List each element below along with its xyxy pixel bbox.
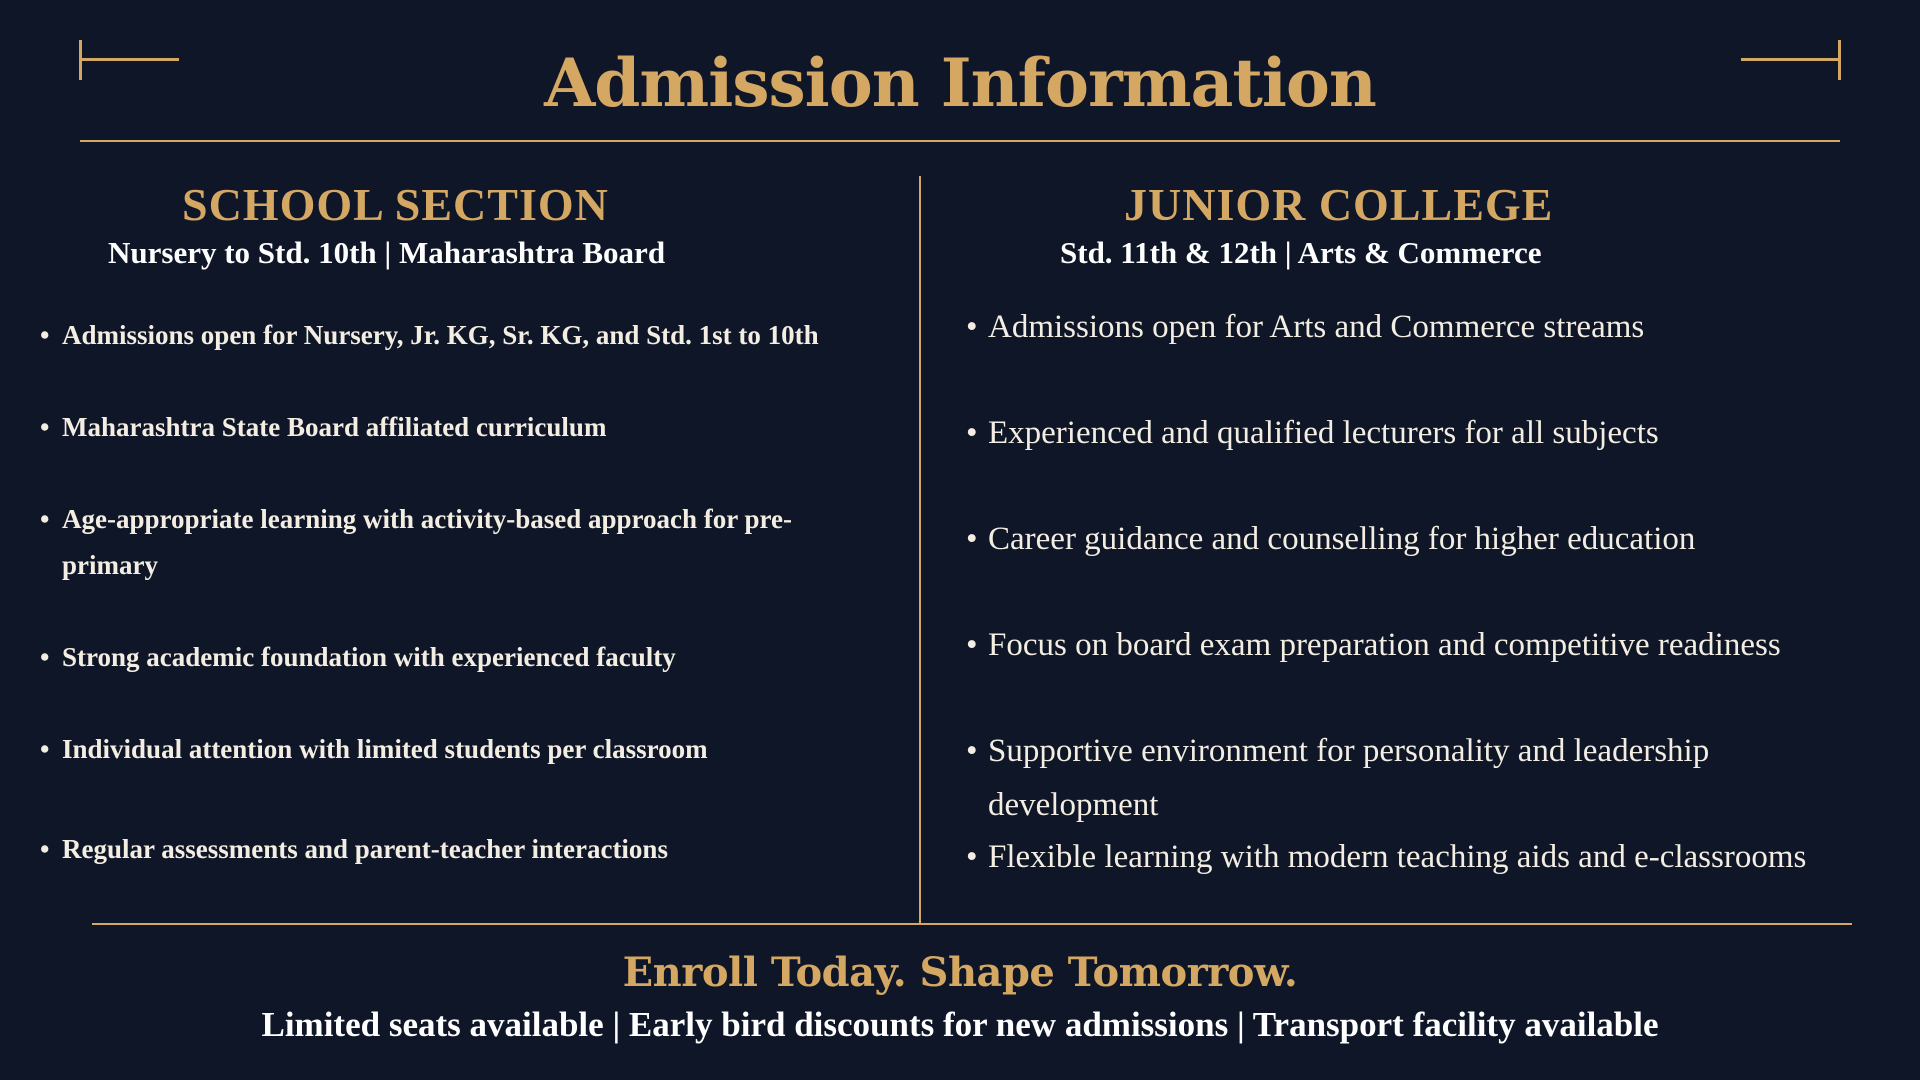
bullet-icon: • <box>966 415 978 451</box>
college-feature-text: Flexible learning with modern teaching aids and e-classrooms <box>988 839 1807 875</box>
college-feature-item <box>966 300 1920 354</box>
column-divider <box>919 176 921 924</box>
bullet-icon: • <box>966 627 978 663</box>
school-feature-text: Maharashtra State Board affiliated curriculum <box>62 412 607 442</box>
school-feature-item <box>40 726 882 772</box>
bullet-icon: • <box>966 839 978 875</box>
college-feature-item <box>966 512 1920 566</box>
bullet-icon: • <box>40 642 50 672</box>
school-feature-item <box>40 404 882 450</box>
school-feature-text: Age-appropriate learning with activity-based approach for pre-primary <box>62 504 792 580</box>
bullet-icon: • <box>40 734 50 764</box>
college-section-subheading: Std. 11th & 12th | Arts & Commerce <box>1060 235 1542 270</box>
top-divider <box>80 140 1840 142</box>
page-title: Admission Information <box>544 44 1376 122</box>
school-feature-text: Regular assessments and parent-teacher interactions <box>62 834 668 864</box>
college-feature-item <box>966 830 1920 884</box>
school-feature-item <box>40 496 882 588</box>
tagline: Enroll Today. Shape Tomorrow. <box>622 949 1298 996</box>
school-section-subheading: Nursery to Std. 10th | Maharashtra Board <box>108 235 666 270</box>
school-feature-item <box>40 826 882 872</box>
bullet-icon: • <box>966 309 978 345</box>
college-feature-text: Experienced and qualified lecturers for all subjects <box>988 415 1659 451</box>
college-feature-item <box>966 724 1808 832</box>
school-feature-item <box>40 312 882 358</box>
school-feature-text: Admissions open for Nursery, Jr. KG, Sr. KG, and Std. 1st to 10th <box>62 320 819 350</box>
college-feature-text: Focus on board exam preparation and competitive readiness <box>988 627 1781 663</box>
college-feature-text: Supportive environment for personality and leadership development <box>988 733 1710 823</box>
footer-details: Limited seats available | Early bird discounts for new admissions | Transport facility available <box>261 1005 1659 1044</box>
bullet-icon: • <box>40 834 50 864</box>
bullet-icon: • <box>40 320 50 350</box>
college-feature-text: Career guidance and counselling for higher education <box>988 521 1696 557</box>
school-feature-item <box>40 634 882 680</box>
school-section-heading: SCHOOL SECTION <box>182 179 609 230</box>
bottom-divider <box>92 923 1852 925</box>
bullet-icon: • <box>40 504 50 534</box>
college-feature-item <box>966 406 1920 460</box>
bullet-icon: • <box>966 733 978 769</box>
college-section-heading: JUNIOR COLLEGE <box>1124 179 1554 230</box>
college-feature-item <box>966 618 1920 672</box>
bullet-icon: • <box>40 412 50 442</box>
school-feature-text: Individual attention with limited students per classroom <box>62 734 708 764</box>
school-feature-text: Strong academic foundation with experienced faculty <box>62 642 676 672</box>
bullet-icon: • <box>966 521 978 557</box>
college-feature-text: Admissions open for Arts and Commerce streams <box>988 309 1645 345</box>
